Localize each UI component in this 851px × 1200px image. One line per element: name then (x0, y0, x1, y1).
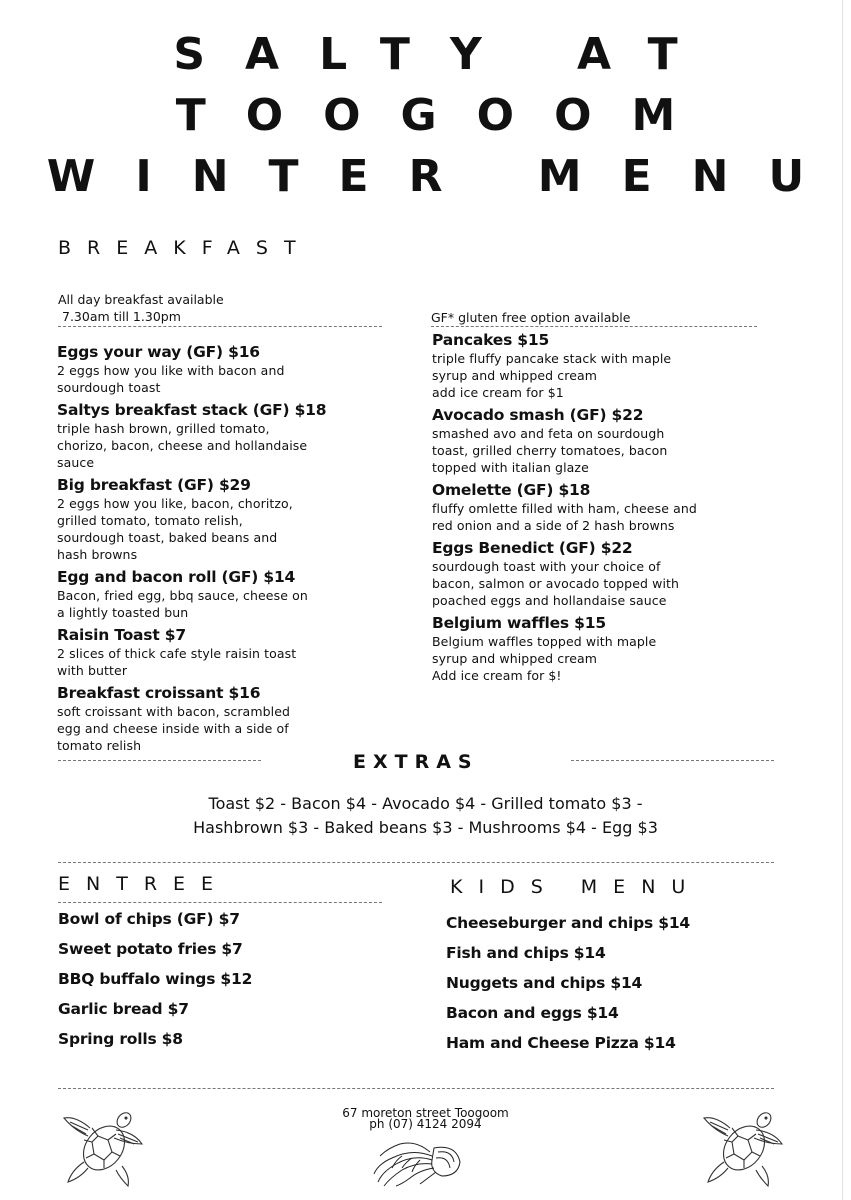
breakfast-hours: 7.30am till 1.30pm (62, 309, 181, 324)
menu-item-description: triple hash brown, grilled tomato, chorizo, bacon, cheese and hollandaise sauce (57, 421, 308, 470)
entree-item: Sweet potato fries $7 (58, 940, 243, 958)
menu-item-name: Pancakes $15 (432, 331, 550, 349)
menu-item-name: Eggs Benedict (GF) $22 (432, 539, 633, 557)
menu-item-name: Saltys breakfast stack (GF) $18 (57, 401, 327, 419)
menu-item-description: soft croissant with bacon, scrambled egg and cheese inside with a side of tomato relish (57, 704, 291, 753)
menu-item (432, 613, 762, 684)
gluten-free-note: GF* gluten free option available (431, 310, 631, 325)
entree-list (58, 904, 252, 1054)
menu-item-name: Eggs your way (GF) $16 (57, 343, 260, 361)
title-line-2: TOOGOOM (175, 90, 716, 141)
entree-item: Bowl of chips (GF) $7 (58, 910, 240, 928)
breakfast-availability: All day breakfast available (58, 292, 224, 307)
divider-footer (58, 1088, 774, 1089)
menu-item-name: Egg and bacon roll (GF) $14 (57, 568, 296, 586)
menu-item-name: Belgium waffles $15 (432, 614, 606, 632)
menu-item (432, 405, 762, 476)
menu-item-description: Belgium waffles topped with maple syrup and whipped cream Add ice cream for $! (432, 634, 657, 683)
entree-item: Garlic bread $7 (58, 1000, 189, 1018)
menu-item-name: Big breakfast (GF) $29 (57, 476, 251, 494)
menu-item (57, 567, 377, 621)
kids-menu-list (446, 908, 690, 1058)
menu-item-description: fluffy omlette filled with ham, cheese and red onion and a side of 2 hash browns (432, 501, 697, 533)
menu-item-description: 2 slices of thick cafe style raisin toast with butter (57, 646, 297, 678)
menu-item-description: smashed avo and feta on sourdough toast, grilled cherry tomatoes, bacon topped with italian glaze (432, 426, 668, 475)
kids-menu-item: Cheeseburger and chips $14 (446, 914, 690, 932)
extras-heading: EXTRAS (353, 751, 479, 773)
extras-line-2: Hashbrown $3 - Baked beans $3 - Mushrooms $4 - Egg $3 (193, 818, 658, 837)
breakfast-left-column (57, 342, 377, 758)
entree-item: Spring rolls $8 (58, 1030, 183, 1048)
entree-item: BBQ buffalo wings $12 (58, 970, 253, 988)
breakfast-heading: BREAKFAST (58, 237, 312, 259)
menu-item (432, 330, 762, 401)
menu-item-name: Raisin Toast $7 (57, 626, 186, 644)
footer-phone: ph (07) 4124 2094 (369, 1117, 482, 1131)
divider-breakfast-right (431, 326, 757, 327)
kids-menu-item: Nuggets and chips $14 (446, 974, 643, 992)
extras-line-1: Toast $2 - Bacon $4 - Avocado $4 - Grilled tomato $3 - (208, 794, 643, 813)
divider-entree (58, 902, 382, 903)
menu-item (57, 400, 377, 471)
menu-item (432, 480, 762, 534)
menu-item-description: sourdough toast with your choice of bacon, salmon or avocado topped with poached eggs and hollandaise sauce (432, 559, 680, 608)
divider-breakfast-left (58, 326, 382, 327)
sea-turtle-icon (58, 1100, 150, 1192)
kids-menu-item: Fish and chips $14 (446, 944, 606, 962)
title-line-1: SALTY AT (173, 29, 718, 80)
menu-item (57, 625, 377, 679)
title-line-3: WINTER MENU (46, 151, 845, 202)
divider-extras-right (571, 760, 774, 761)
breakfast-right-column (432, 330, 762, 688)
divider-extras-bottom (58, 862, 774, 863)
menu-item (57, 342, 377, 396)
menu-item-description: Bacon, fried egg, bbq sauce, cheese on a lightly toasted bun (57, 588, 308, 620)
divider-extras-left (58, 760, 261, 761)
menu-item-description: 2 eggs how you like, bacon, choritzo, grilled tomato, tomato relish, sourdough toast, baked beans and hash browns (57, 496, 293, 562)
menu-item-name: Omelette (GF) $18 (432, 481, 591, 499)
menu-item-name: Breakfast croissant $16 (57, 684, 261, 702)
menu-item (57, 683, 377, 754)
kids-menu-item: Bacon and eggs $14 (446, 1004, 619, 1022)
entree-heading: ENTREE (58, 873, 230, 895)
menu-item-description: triple fluffy pancake stack with maple syrup and whipped cream add ice cream for $1 (432, 351, 672, 400)
menu-title (0, 24, 851, 207)
kids-menu-heading: KIDS MENU (450, 876, 702, 898)
kids-menu-item: Ham and Cheese Pizza $14 (446, 1034, 676, 1052)
menu-item (57, 475, 377, 563)
menu-item (432, 538, 762, 609)
footer-address: 67 moreton street Toogoom (342, 1106, 509, 1120)
sea-turtle-icon (698, 1100, 790, 1192)
menu-item-name: Avocado smash (GF) $22 (432, 406, 644, 424)
menu-item-description: 2 eggs how you like with bacon and sourdough toast (57, 363, 285, 395)
jellyfish-icon (372, 1138, 468, 1188)
